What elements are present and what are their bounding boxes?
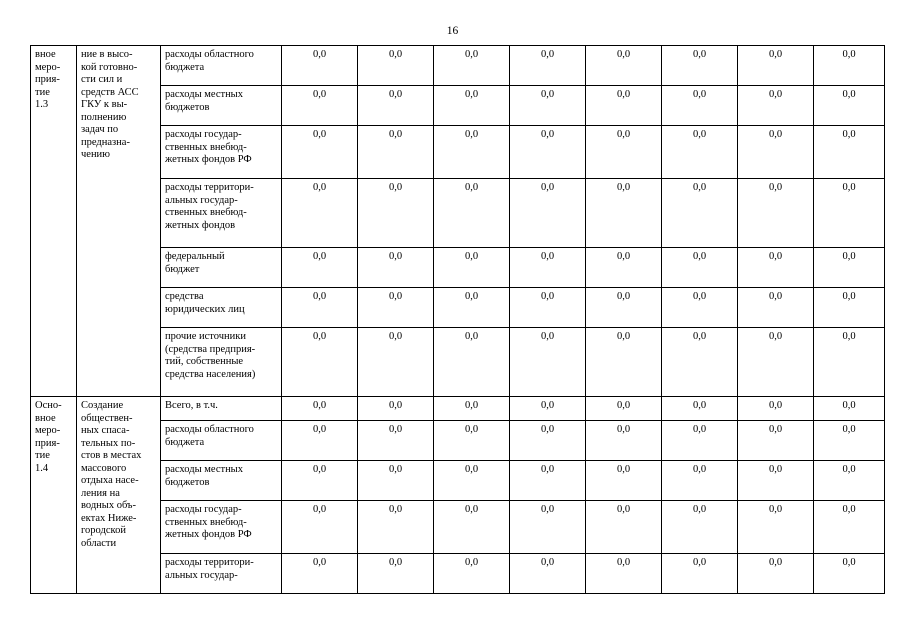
value-cell: 0,0 <box>282 288 358 328</box>
value-cell: 0,0 <box>434 461 510 501</box>
value-cell: 0,0 <box>814 46 885 86</box>
value-cell: 0,0 <box>814 397 885 421</box>
value-cell: 0,0 <box>358 501 434 554</box>
value-cell: 0,0 <box>510 179 586 248</box>
funding-source: прочие источники (средства предприя- тий, собственные средства населения) <box>161 328 282 397</box>
value-cell: 0,0 <box>662 501 738 554</box>
value-cell: 0,0 <box>662 248 738 288</box>
value-cell: 0,0 <box>434 86 510 126</box>
value-cell: 0,0 <box>738 179 814 248</box>
value-cell: 0,0 <box>510 554 586 594</box>
value-cell: 0,0 <box>662 397 738 421</box>
value-cell: 0,0 <box>586 86 662 126</box>
value-cell: 0,0 <box>282 397 358 421</box>
value-cell: 0,0 <box>434 46 510 86</box>
value-cell: 0,0 <box>814 126 885 179</box>
value-cell: 0,0 <box>510 421 586 461</box>
value-cell: 0,0 <box>282 46 358 86</box>
funding-source: расходы территори- альных государ- <box>161 554 282 594</box>
value-cell: 0,0 <box>662 328 738 397</box>
value-cell: 0,0 <box>358 248 434 288</box>
value-cell: 0,0 <box>358 288 434 328</box>
value-cell: 0,0 <box>282 126 358 179</box>
value-cell: 0,0 <box>510 46 586 86</box>
value-cell: 0,0 <box>358 179 434 248</box>
value-cell: 0,0 <box>586 248 662 288</box>
value-cell: 0,0 <box>282 421 358 461</box>
funding-source: расходы государ- ственных внебюд- жетных фондов РФ <box>161 501 282 554</box>
value-cell: 0,0 <box>510 328 586 397</box>
value-cell: 0,0 <box>510 461 586 501</box>
value-cell: 0,0 <box>434 248 510 288</box>
value-cell: 0,0 <box>814 248 885 288</box>
value-cell: 0,0 <box>814 86 885 126</box>
value-cell: 0,0 <box>434 397 510 421</box>
value-cell: 0,0 <box>358 397 434 421</box>
value-cell: 0,0 <box>586 397 662 421</box>
value-cell: 0,0 <box>738 46 814 86</box>
activity-label: Осно- вное меро- прия- тие 1.4 <box>31 397 77 594</box>
value-cell: 0,0 <box>662 288 738 328</box>
activity-title: Создание обществен- ных спаса- тельных по- стов в местах массового отдыха насе- ления на водных объ- ектах Ниже- городской области <box>77 397 161 594</box>
table-body <box>31 46 885 594</box>
value-cell: 0,0 <box>510 248 586 288</box>
activity-label: вное меро- прия- тие 1.3 <box>31 46 77 397</box>
value-cell: 0,0 <box>662 421 738 461</box>
value-cell: 0,0 <box>510 126 586 179</box>
value-cell: 0,0 <box>738 397 814 421</box>
value-cell: 0,0 <box>434 328 510 397</box>
value-cell: 0,0 <box>586 461 662 501</box>
funding-source: расходы местных бюджетов <box>161 86 282 126</box>
value-cell: 0,0 <box>358 461 434 501</box>
value-cell: 0,0 <box>662 554 738 594</box>
value-cell: 0,0 <box>738 86 814 126</box>
funding-source: средства юридических лиц <box>161 288 282 328</box>
value-cell: 0,0 <box>586 328 662 397</box>
value-cell: 0,0 <box>434 421 510 461</box>
value-cell: 0,0 <box>814 288 885 328</box>
value-cell: 0,0 <box>434 501 510 554</box>
funding-source: расходы государ- ственных внебюд- жетных фондов РФ <box>161 126 282 179</box>
funding-source: федеральный бюджет <box>161 248 282 288</box>
value-cell: 0,0 <box>814 328 885 397</box>
value-cell: 0,0 <box>814 461 885 501</box>
value-cell: 0,0 <box>510 86 586 126</box>
value-cell: 0,0 <box>738 461 814 501</box>
value-cell: 0,0 <box>282 248 358 288</box>
value-cell: 0,0 <box>738 126 814 179</box>
value-cell: 0,0 <box>814 421 885 461</box>
table-row <box>31 397 885 421</box>
value-cell: 0,0 <box>662 179 738 248</box>
value-cell: 0,0 <box>282 179 358 248</box>
value-cell: 0,0 <box>282 86 358 126</box>
value-cell: 0,0 <box>586 421 662 461</box>
funding-source: расходы областного бюджета <box>161 46 282 86</box>
value-cell: 0,0 <box>510 397 586 421</box>
value-cell: 0,0 <box>662 126 738 179</box>
value-cell: 0,0 <box>510 501 586 554</box>
value-cell: 0,0 <box>814 179 885 248</box>
value-cell: 0,0 <box>662 86 738 126</box>
value-cell: 0,0 <box>738 501 814 554</box>
value-cell: 0,0 <box>814 501 885 554</box>
value-cell: 0,0 <box>434 554 510 594</box>
value-cell: 0,0 <box>586 288 662 328</box>
value-cell: 0,0 <box>738 554 814 594</box>
value-cell: 0,0 <box>738 421 814 461</box>
value-cell: 0,0 <box>358 554 434 594</box>
funding-source: расходы областного бюджета <box>161 421 282 461</box>
value-cell: 0,0 <box>358 328 434 397</box>
funding-source: расходы местных бюджетов <box>161 461 282 501</box>
value-cell: 0,0 <box>358 46 434 86</box>
table-row <box>31 46 885 86</box>
value-cell: 0,0 <box>662 46 738 86</box>
value-cell: 0,0 <box>586 179 662 248</box>
value-cell: 0,0 <box>586 126 662 179</box>
value-cell: 0,0 <box>434 126 510 179</box>
value-cell: 0,0 <box>814 554 885 594</box>
value-cell: 0,0 <box>510 288 586 328</box>
value-cell: 0,0 <box>662 461 738 501</box>
value-cell: 0,0 <box>358 421 434 461</box>
value-cell: 0,0 <box>434 179 510 248</box>
value-cell: 0,0 <box>586 554 662 594</box>
budget-table <box>30 45 885 594</box>
activity-title: ние в высо- кой готовно- сти сил и средств АСС ГКУ к вы- полнению задач по предназна- чению <box>77 46 161 397</box>
value-cell: 0,0 <box>282 461 358 501</box>
value-cell: 0,0 <box>282 328 358 397</box>
funding-source: Всего, в т.ч. <box>161 397 282 421</box>
page-number: 16 <box>446 25 459 37</box>
value-cell: 0,0 <box>738 248 814 288</box>
value-cell: 0,0 <box>282 501 358 554</box>
value-cell: 0,0 <box>358 126 434 179</box>
value-cell: 0,0 <box>586 501 662 554</box>
value-cell: 0,0 <box>434 288 510 328</box>
funding-source: расходы территори- альных государ- ственных внебюд- жетных фондов <box>161 179 282 248</box>
value-cell: 0,0 <box>586 46 662 86</box>
value-cell: 0,0 <box>738 288 814 328</box>
value-cell: 0,0 <box>282 554 358 594</box>
value-cell: 0,0 <box>738 328 814 397</box>
value-cell: 0,0 <box>358 86 434 126</box>
